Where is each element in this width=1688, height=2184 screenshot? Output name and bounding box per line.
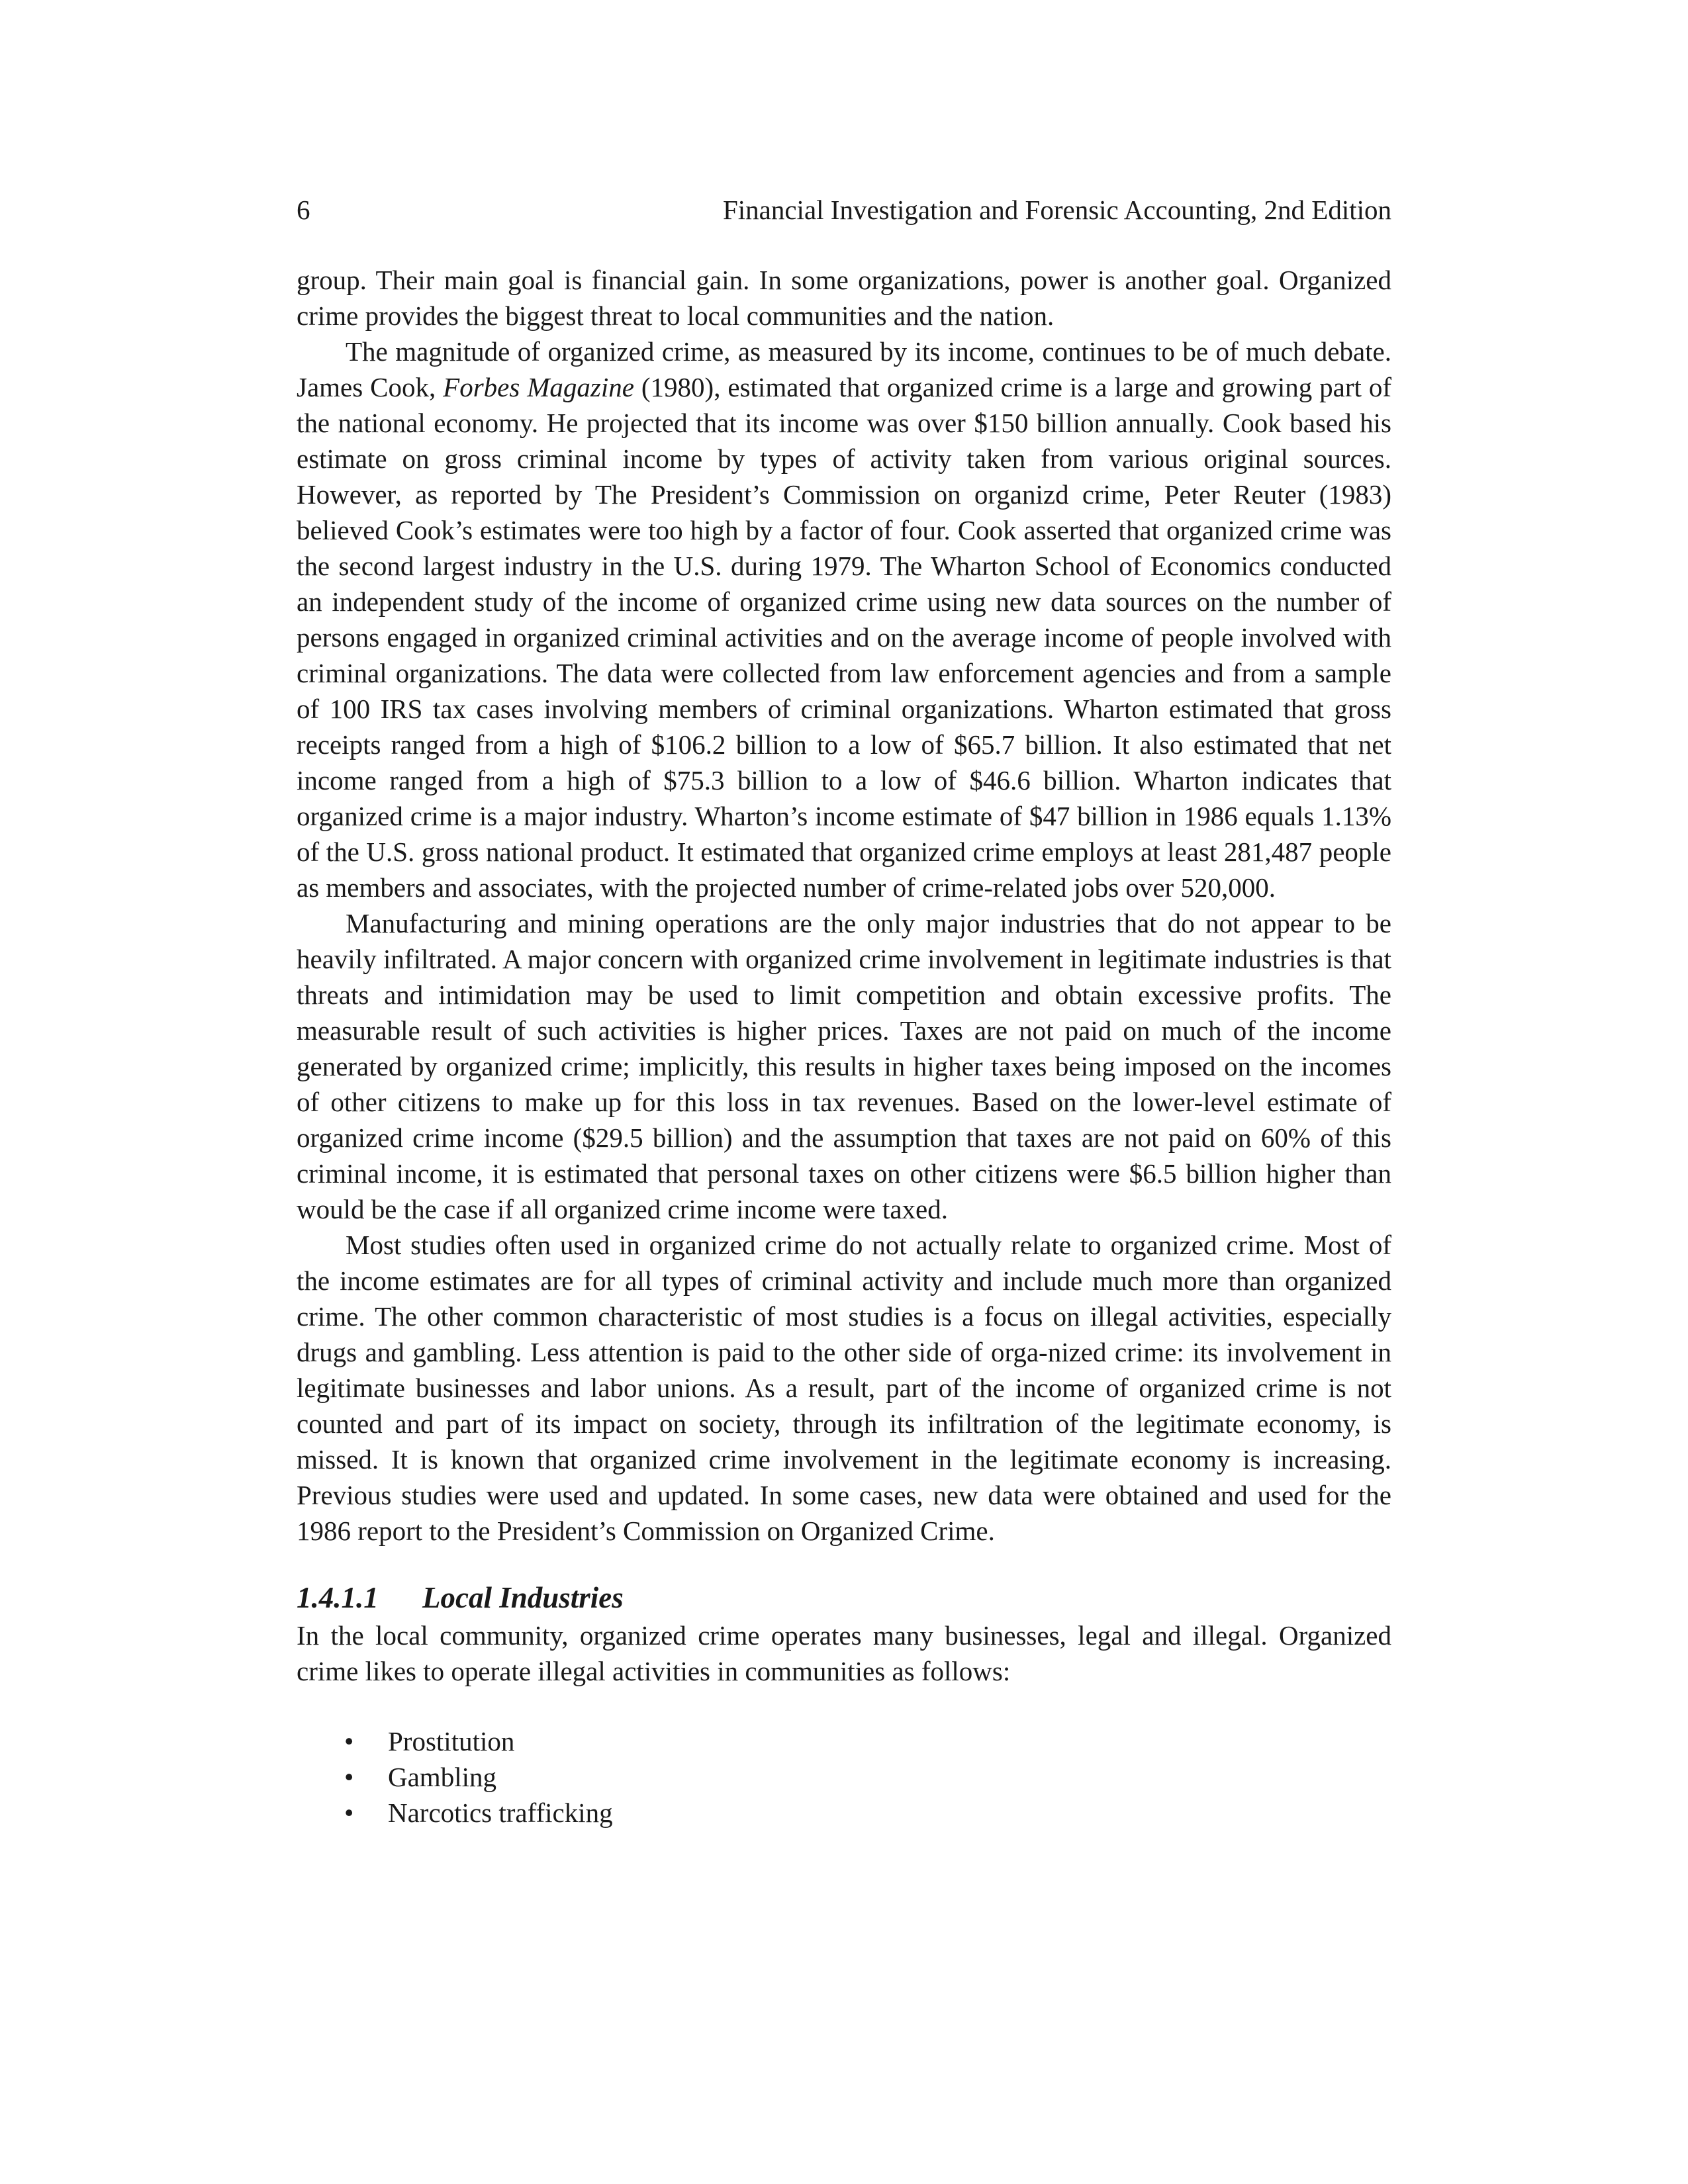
list-item — [344, 1759, 1391, 1795]
publication-title: Forbes Magazine — [443, 372, 634, 402]
paragraph-magnitude — [297, 334, 1391, 905]
book-page — [297, 192, 1391, 1831]
running-title: Financial Investigation and Forensic Accounting, 2nd Edition — [722, 195, 1391, 225]
list-item-text: Prostitution — [388, 1726, 515, 1756]
paragraph-magnitude-rest: (1980), estimated that organized crime is a large and growing part of the national economy. He projected that its income was over $150 billion annually. Cook based his estimate on gross criminal income by types of activity taken from various original sources. However, as reported by The President’s Commission on organizd crime, Peter Reuter (1983) believed Cook’s estimates were too high by a factor of four. Cook asserted that organized crime was the second largest industry in the U.S. during 1979. The Wharton School of Economics conducted an independent study of the income of organized crime using new data sources on the number of persons engaged in organized criminal activities and on the average income of people involved with criminal organizations. The data were collected from law enforcement agencies and from a sample of 100 IRS tax cases involving members of criminal organizations. Wharton estimated that gross receipts ranged from a high of $106.2 billion to a low of $65.7 billion. It also estimated that net income ranged from a high of $75.3 billion to a low of $46.6 billion. Wharton indicates that organized crime is a major industry. Wharton’s income estimate of $47 billion in 1986 equals 1.13% of the U.S. gross national product. It estimated that organized crime employs at least 281,487 people as members and associates, with the projected number of crime-related jobs over 520,000. — [297, 372, 1392, 903]
list-item-text: Narcotics trafficking — [388, 1797, 613, 1828]
paragraph-manufacturing: Manufacturing and mining operations are the only major industries that do not appear to be heavily infiltrated. A major concern with organized crime involvement in legitimate industries is that threats and intimidation may be used to limit competition and obtain excessive profits. The measurable result of such activities is higher prices. Taxes are not paid on much of the income generated by organized crime; implicitly, this results in higher taxes being imposed on the incomes of other citizens to make up for this loss in tax revenues. Based on the lower-level estimate of organized crime income ($29.5 billion) and the assumption that taxes are not paid on 60% of this criminal income, it is estimated that personal taxes on other citizens were $6.5 billion higher than would be the case if all organized crime income were taxed. — [297, 908, 1391, 1224]
body-text — [297, 262, 1391, 1549]
section-intro: In the local community, organized crime operates many businesses, legal and illegal. Organized crime likes to operate illegal activities in communities as follows: — [297, 1620, 1391, 1686]
bullet-icon: • — [344, 1797, 354, 1828]
list-item — [344, 1723, 1391, 1759]
paragraph-magnitude-start: The magnitude of organized crime, as measured by its income, continues to be of much debate. James Cook, — [297, 336, 1391, 402]
page-number: 6 — [297, 195, 310, 225]
bullet-icon: • — [344, 1726, 354, 1756]
list-item — [344, 1795, 1391, 1831]
section-number: 1.4.1.1 — [297, 1581, 379, 1614]
list-item-text: Gambling — [388, 1762, 496, 1792]
section-heading — [297, 1578, 1391, 1617]
running-header — [297, 192, 1391, 228]
section-body — [297, 1617, 1391, 1689]
bullet-icon: • — [344, 1762, 354, 1792]
paragraph-continued: group. Their main goal is financial gain. In some organizations, power is another goal. Organized crime provides the biggest threat to local communities and the nation. — [297, 265, 1391, 331]
section-title: Local Industries — [422, 1581, 624, 1614]
paragraph-studies: Most studies often used in organized crime do not actually relate to organized crime. Most of the income estimates are for all types of criminal activity and include much more than organized crime. The other common characteristic of most studies is a focus on illegal activities, especially drugs and gambling. Less attention is paid to the other side of orga-nized crime: its involvement in legitimate businesses and labor unions. As a result, part of the income of organized crime is not counted and part of its impact on society, through its infiltration of the legitimate economy, is missed. It is known that organized crime involvement in the legitimate economy is increasing. Previous studies were used and updated. In some cases, new data were obtained and used for the 1986 report to the President’s Commission on Organized Crime. — [297, 1230, 1391, 1546]
bullet-list — [297, 1723, 1391, 1831]
